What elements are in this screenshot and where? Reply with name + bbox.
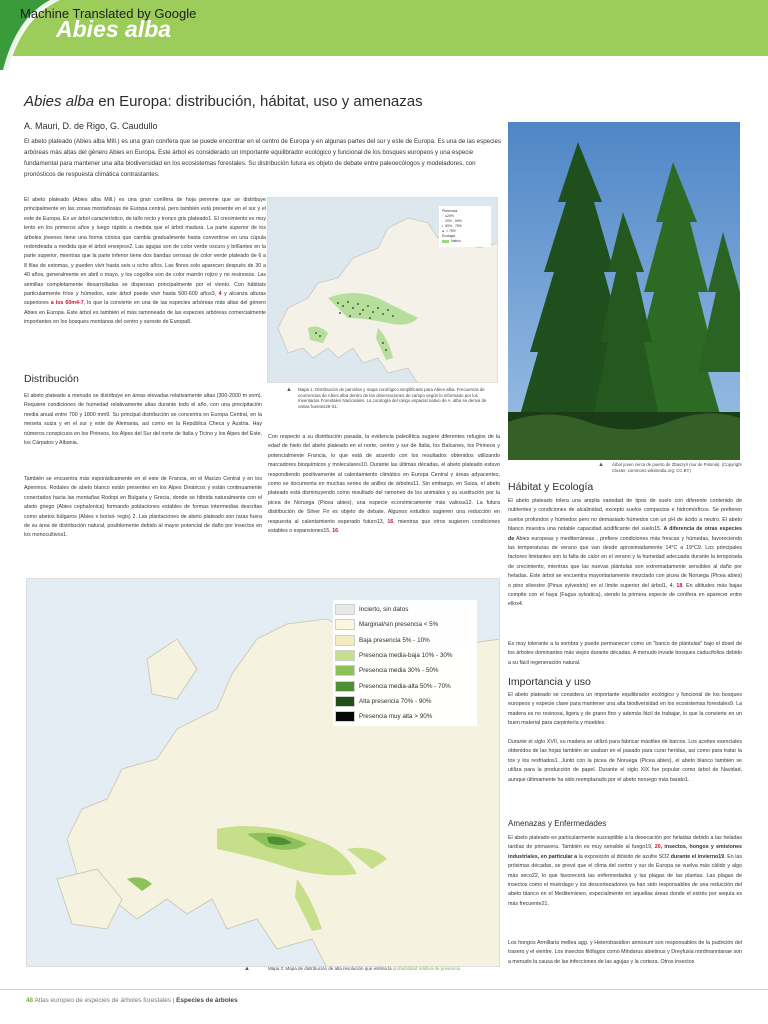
distribution-paragraph-3 xyxy=(268,433,500,536)
map-1-legend-dot: · xyxy=(442,219,444,223)
photo-caption: Árbol joven cerca de puerto de Zbaszyń (sur de Polonia). (Copyright Cluster, commons.wikimedia.org: CC BY) xyxy=(612,462,742,473)
habitat-paragraph-2: Es muy tolerante a la sombra y puede permanecer como un "banco de plántulas" bajo el dosel de los árboles dominantes más viejos durante décadas. A menudo invade bosques caducifolios debido a su fácil regeneración natural. xyxy=(508,641,742,666)
habitat-text-3: . En altitudes más bajas compite con el haya (Fagus sylvatica), siendo la primera especie de conífera en aparecer entre ellos4. xyxy=(508,582,742,608)
threats-paragraph-1 xyxy=(508,834,742,909)
map-1-legend-title-2: Ecología xyxy=(442,234,456,238)
habitat-bold-1: A diferencia de otras especies de xyxy=(508,526,742,542)
map-1-legend-dot: ● xyxy=(442,229,445,233)
map-1-legend-dot: · xyxy=(442,214,444,218)
intro-text-2: y alcanza alturas superiores xyxy=(24,291,266,307)
map-1-legend-label: > 75% xyxy=(446,229,456,233)
map-2-legend-label: Presencia media-baja 10% - 30% xyxy=(359,652,453,660)
footer-atlas: Atlas europeo de especies de árboles forestales | xyxy=(33,997,177,1004)
footer-section: Especies de árboles xyxy=(176,997,238,1004)
map-2-legend-row xyxy=(335,663,475,678)
distribution-ref-a: 16 xyxy=(387,518,394,525)
distribution-text-3b: , mientras que otros sugieren condiciones estables o expansiones15, xyxy=(268,518,501,535)
map-2-caption-text: Mapa 2: Mapa de distribución de alta resolución que estima la xyxy=(268,966,393,971)
habitat-ref-1: 18 xyxy=(676,582,683,589)
distribution-text-3a: Con respecto a su distribución pasada, la evidencia paleolítica sugiere diferentes refugios de la edad de hielo del abeto plateado en el norte, centro y sur de Italia, los Balcanes, los Pirineos y potencialmente Francia, lo que está de acuerdo con los resultados obtenidos utilizando marcadores bioquímicos y moleculares10. Durante las últimas décadas, el abeto plateado estuvo respondiendo positivamente al calentamiento climático en Europa Central y áreas adyacentes, como se documenta en muchas series de anillos de árboles11. Sin embargo, en Suiza, el abeto plateado está disminuyendo como resultado del ramoneo de los animales y su sustitución por la picea de Noruega (Picea abies), una especie económicamente más valiosa12. La futura distribución de Silver Fir es objeto de debate. Algunos estudios sugieren una reducción en respuesta al calentamiento esperado futuro13, xyxy=(268,434,500,525)
importance-paragraph-2: Durante el siglo XVII, su madera se utilizó para fabricar mástiles de barcos. Los aceites esenciales obtenidos de las hojas también se usaban en el pasado para curar heridas, así como para tratar la tos y los resfriados1. Junto con la picea de Noruega (Picea abies), el abeto blanco también se utiliza para la producción de papel. Durante el siglo XIX fue popular como árbol de Navidad, aunque últimamente ha sido reemplazado por el abeto noruego más barato1. xyxy=(508,739,742,783)
map-2-legend-row xyxy=(335,709,475,724)
map-1-legend-title: Presencia xyxy=(442,209,458,213)
map-2-legend-row xyxy=(335,678,475,693)
article-title xyxy=(24,93,423,110)
map-2-legend-label: Presencia media 30% - 50% xyxy=(359,667,439,675)
intro-paragraph xyxy=(24,196,266,328)
map-1-legend-label: 50% - 75% xyxy=(445,224,462,228)
title-species: Abies alba xyxy=(24,93,95,110)
map-2-caption-highlight: probabilidad relativa de presencia xyxy=(392,966,461,971)
threats-text-2: la exposición al dióxido de azufre SO2 xyxy=(577,853,671,860)
map-2-legend-row xyxy=(335,633,475,648)
habitat-heading: Hábitat y Ecología xyxy=(508,481,594,493)
map-2-legend-swatch xyxy=(335,635,355,646)
fir-forest-photo xyxy=(508,122,740,460)
intro-text-3: , lo que la convierte en una de las especies arbóreas más altas del género Abies en Europa. Este árbol es también el más ramoneado de las especies arbóreas comercialmente importantes en los bosques montanos del centro y sureste de Europa8. xyxy=(24,300,266,326)
translation-banner: Machine Translated by Google xyxy=(20,6,197,21)
map-1-legend-label: Nativo xyxy=(451,239,461,243)
map-2-legend-row xyxy=(335,602,475,617)
authors: A. Mauri, D. de Rigo, G. Caudullo xyxy=(24,121,158,131)
camera-icon: ▲ xyxy=(598,462,604,468)
map-1-legend-label: ≤20% xyxy=(445,214,454,218)
importance-heading: Importancia y uso xyxy=(508,676,591,688)
distribution-ref-b: 16 xyxy=(332,528,339,535)
threats-heading: Amenazas y Enfermedades xyxy=(508,819,607,828)
map-1 xyxy=(267,197,498,383)
map-2-legend xyxy=(333,600,477,726)
map-2-legend-swatch xyxy=(335,619,355,630)
map-2-legend-swatch xyxy=(335,681,355,692)
map-icon: ▲ xyxy=(244,966,250,972)
threats-text-1: El abeto plateado es particularmente susceptible a la desecación por heladas debido a las heladas tardías de primavera. También es muy sensible al fuego19, xyxy=(508,835,742,851)
map-2-legend-label: Presencia muy alta > 90% xyxy=(359,713,433,721)
intro-text-1: El abeto plateado (Abies alba Mill.) es una gran conífera de hoja perenne que se distribuye principalmente en las zonas montañosas de Europa central, pero también está presente en el sur y el este de Europa. Es un árbol característico, de tallo recto y tronco gris plateado1. El crecimiento es muy lento en los primeros años y luego rápido a medida que el árbol madura. La parte superior de los árboles jóvenes tiene una forma cónica que cambia gradualmente hasta convertirse en una cúpula redondeada a medida que el árbol envejece2. Las agujas son de color verde oscuro y brillantes en la parte superior, mientras que la parte inferior tiene dos bandas cerosas de color verde plateado de 6 a 8 filas de estomas, y pueden vivir hasta seis u ocho años. Las flores solo aparecen después de 30 a 40 años, generalmente en abril o mayo, y los cogollos son de color marrón rojizo y no resinosos. Las semillas completamente desarrolladas se dispersan principalmente por el viento. Con hábitats particularmente fríos y húmedos, este árbol puede vivir hasta 500-600 años3, xyxy=(24,197,266,298)
map-2-legend-swatch xyxy=(335,604,355,615)
map-2-caption xyxy=(268,966,500,971)
map-2-legend-swatch xyxy=(335,711,355,722)
map-2-legend-label: Marginal/sin presencia < 5% xyxy=(359,621,439,629)
threats-paragraph-2: Los hongos Armillaria mellea agg. y Heterobasidion annosum son responsables de la pudrición del trasero y el vientre. Los insectos filófagos como Mindarus abietinus y Dreyfusia nordmannianae son a menudo la causa de las infecciones de las agujas y la corteza. Otros insectos xyxy=(508,940,742,965)
page-footer xyxy=(26,997,238,1004)
header-title: Abies alba xyxy=(56,16,172,42)
map-2-legend-label: Baja presencia 5% - 10% xyxy=(359,636,430,644)
map-1-legend-label: 20% - 50% xyxy=(445,219,462,223)
map-1-caption: Mapa 1: Distribución de parcelas y mapa corológico simplificado para Abies alba. Frecuencia de ocurrencias de Abies alba dentro de las observaciones de campo según lo informado por los Inventarios Forestales Nacionales. La corología del rango espacial nativo de A. alba se deriva de varias fuentes29-31. xyxy=(298,387,487,409)
habitat-text-2: Abies europeas y mediterráneas , prefiere condiciones más frescas y húmedas, favoreciendo las temperaturas de verano que van desde aproximadamente 14°C a 19°C9. Los principales factores limitantes son la falta de calor en el verano y la humedad adecuada durante la temporada de crecimiento, mientras que las nuevas plántulas son extremadamente sensibles al daño por heladas. Este árbol se encuentra mayoritariamente mezclado con picea de Noruega (Picea abies) o pino silvestre (Pinus sylvestris) en el límite superior del árbol1, 4, xyxy=(508,535,742,589)
threats-bold-1: , insectos, hongos y emisiones industriales, en particular a xyxy=(508,844,742,860)
footer-divider xyxy=(0,989,768,990)
map-1-legend-swatch xyxy=(442,240,449,243)
map-2-legend-row xyxy=(335,648,475,663)
map-2-legend-row xyxy=(335,694,475,709)
map-1-legend xyxy=(439,206,491,247)
threats-ref-1: 20 xyxy=(654,844,661,851)
importance-paragraph-1: El abeto plateado se considera un importante equilibrador ecológico y funcional de los bosques europeos y especie clave para mantener una alta biodiversidad en los ecosistemas forestales9. La madera es no resinosa, ligera y de grano fino y además fácil de trabajar, lo que la convierte en un buen material para carpintería y muebles. xyxy=(508,692,742,727)
threats-bold-2: durante el invierno19 xyxy=(670,853,725,860)
distribution-heading: Distribución xyxy=(24,373,79,385)
threats-text-3: . En las próximas décadas, se prevé que el clima del centro y sur de Europa se vuelva más cálido y algo más seco22, lo que favorecerá las enfermedades y las plagas de las plantas. Las plagas de insectos como el muérdago y los descortezadores ya han sido responsables de una reducción del abeto blanco en el Mediterráneo, especialmente en aquellas áreas donde el estrés por sequía es más frecuente21. xyxy=(508,853,743,907)
map-2-legend-row xyxy=(335,617,475,632)
distribution-text-3c: . xyxy=(338,528,340,535)
habitat-text-1: El abeto plateado tolera una amplia variedad de tipos de suelo con diferente contenido de nutrientes y condiciones de alcalinidad, excepto suelos compactos e hidromórficos. Se prefieren suelos profundos y húmedos pero no demasiado húmedos con un pH de ácido a neutro. El abeto blanco muestra una notable capacidad acidificante del suelo15. xyxy=(508,498,742,533)
distribution-paragraph-2: También se encuentra más esporádicamente en el este de Francia, en el Macizo Central y en los Apeninos. Rodales de abeto blanco están presentes en los Alpes Dináricos y están continuamente conectados hacia las montañas Rodopi en Bulgaria y Grecia, donde se hibrida naturalmente con el abeto griego (Abies cephalonica) formando poblaciones estables de formas intermedias descritas como abetos búlgaros (Abies x borisii- regis) 2. Las plantaciones de abeto plateado son raras fuera de su área de distribución natural, posiblemente debido al mayor potencial de daño por insectos en los monocultivos1. xyxy=(24,476,262,539)
map-1-legend-row xyxy=(442,239,488,244)
map-2-legend-label: Alta presencia 70% - 90% xyxy=(359,697,432,705)
map-2-legend-label: Presencia media-alta 50% - 70% xyxy=(359,682,451,690)
map-2-legend-swatch xyxy=(335,665,355,676)
habitat-paragraph-1 xyxy=(508,497,742,610)
intro-ref-2: a los 60m4-7 xyxy=(50,300,84,307)
map-2-legend-swatch xyxy=(335,696,355,707)
intro-ref-1: 4 xyxy=(218,291,222,298)
title-rest: en Europa: distribución, hábitat, uso y amenazas xyxy=(94,93,423,110)
map-1-legend-dot: • xyxy=(442,224,444,228)
map-icon: ▲ xyxy=(286,387,292,393)
page-number: 48 xyxy=(26,997,34,1004)
distribution-paragraph-1: El abeto plateado a menudo se distribuye en áreas elevadas relativamente altas (300-2000 m snm). Requiere condiciones de humedad relativamente altas durante todo el año, con una precipitación media anual entre 700 y 1800 mm9. Su principal distribución se concentra en Europa Central, en la meseta suiza y en el sur y este de Alemania, así como en la República Checa y Austria. Hay números conspicuos en los Pirineos, los Alpes del Sur del norte de Italia y Ticino y los Alpes del Este, los Cárpatos y Albania. xyxy=(24,393,262,447)
abstract: El abeto plateado (Abies alba Mill.) es una gran conífera que se puede encontrar en el centro de Europa y en algunas partes del sur y este de Europa. Es una de las especies arbóreas más altas del género Abies en Europa. Este árbol es considerado un importante equilibrador ecológico y funcional de los bosques europeos y una especie fundamental para mantener una alta biodiversidad en los ecosistemas forestales. Su distribución futura es objeto de debate entre paleoecólogos y modeladores, con pronósticos de respuesta climática contrastantes. xyxy=(24,138,502,178)
map-2-legend-swatch xyxy=(335,650,355,661)
map-2-legend-label: Incierto, sin datos xyxy=(359,606,409,614)
